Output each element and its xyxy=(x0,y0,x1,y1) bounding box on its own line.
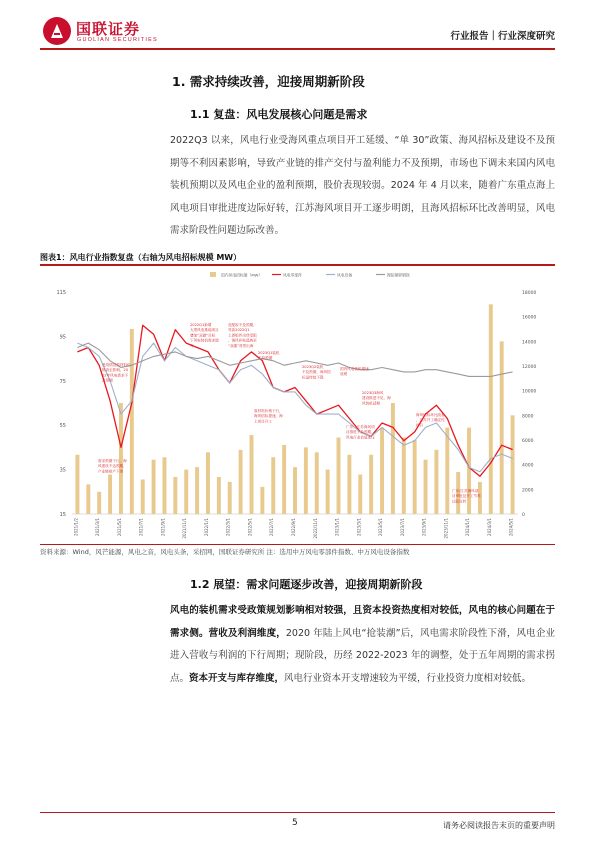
bar-tender-volume xyxy=(97,492,101,514)
company-logo-text: 国联证券 xyxy=(76,20,141,38)
right-axis-tick: 6000 xyxy=(522,439,534,444)
chart-annotation: 及预期 xyxy=(102,378,113,383)
bar-tender-volume xyxy=(380,428,384,514)
bar-tender-volume xyxy=(445,428,449,514)
subsection-title-2: 1.2 展望：需求问题逐步改善，迎接周期新阶段 xyxy=(190,578,423,591)
chart-annotation: 产业链排产下滑 xyxy=(98,469,124,474)
bar-tender-volume xyxy=(500,341,504,514)
chart-annotation: ，海风补贴退坡至 xyxy=(228,338,257,343)
paragraph-review: 2022Q3 以来，风电行业受海风重点项目开工延缓、“单 30”政策、海风招标及建设不及预期等不利因素影响，导致产业链的排产交付与盈利能力不及预期，市场也下调未来国内风电装机预期以及风电企业的盈利预期，股价表现较弱。2024 年 4 月以来，随着广东重点海上风电项目审批进度边际好转，江苏海风项目开工逐步明朗，且海风招标环比改善明显，风电需求阶段性问题边际改善。 xyxy=(170,135,555,236)
bar-tender-volume xyxy=(195,467,199,514)
paragraph-outlook xyxy=(170,600,555,690)
right-axis-tick: 12000 xyxy=(522,365,537,370)
x-axis-tick: 2024/5/1 xyxy=(508,518,514,536)
series-line xyxy=(77,343,512,376)
legend-label: 风电零部件 xyxy=(283,272,302,278)
legend-swatch-bar xyxy=(210,272,216,277)
chart-annotation: 广东/江苏海风项 xyxy=(452,489,479,493)
chart-annotation: 提升 xyxy=(416,423,424,428)
chart-annotation: 2023Q1装机 xyxy=(258,351,280,355)
chart-annotation: 22年风电需求不 xyxy=(102,373,129,378)
left-axis-tick: 55 xyxy=(59,423,66,430)
chart-annotation: 目审批及开工节奏 xyxy=(452,494,481,499)
company-logo-english: GUOLIAN SECURITIES xyxy=(77,37,158,43)
chart-annotation: 边际好转 xyxy=(452,499,467,504)
chart-annotation: 上项目开工 xyxy=(254,419,272,424)
left-axis-tick: 95 xyxy=(59,334,66,341)
chart-annotation: 放缓 xyxy=(340,372,348,377)
bar-tender-volume xyxy=(369,455,373,514)
chart-annotation: 风电行业估值承压 xyxy=(346,435,375,440)
x-axis-tick: 2021/1/2 xyxy=(73,518,79,536)
chart-annotation: 海风招标提速，海 xyxy=(254,414,283,419)
right-axis-tick: 8000 xyxy=(522,414,534,420)
bar-tender-volume xyxy=(293,467,297,514)
chart-annotation: 2022Q1新增 xyxy=(190,323,212,327)
bar-tender-volume xyxy=(337,438,341,514)
bar-tender-volume xyxy=(511,415,515,514)
chart-legend xyxy=(210,272,410,278)
bar-tender-volume xyxy=(75,455,79,514)
bar-tender-volume xyxy=(141,479,145,514)
right-axis-tick: 18000 xyxy=(522,291,537,296)
bar-tender-volume xyxy=(239,450,243,514)
chart-annotation: 风建设不达预期， xyxy=(98,464,127,469)
footer-divider xyxy=(40,812,555,813)
subsection-title-1: 1.1 复盘：风电发展核心问题是需求 xyxy=(190,108,368,121)
bar-tender-volume xyxy=(489,304,493,514)
right-axis-tick: 14000 xyxy=(522,340,537,346)
x-axis-tick: 2021/3/1 xyxy=(95,518,101,536)
right-axis-tick: 2000 xyxy=(522,488,534,494)
chart-annotation: 下风电装机需求提 xyxy=(190,338,219,343)
chart-annotation: 原材料价格下行， xyxy=(254,409,283,413)
legend-label: 国内风电招标量（MW） xyxy=(221,272,263,278)
bar-tender-volume xyxy=(260,487,264,514)
chart-annotation: 国内风电装机增速 xyxy=(340,367,369,371)
bar-tender-volume xyxy=(250,435,254,514)
bar-tender-volume xyxy=(326,470,330,514)
bar-tender-volume xyxy=(184,470,188,514)
bar-tender-volume xyxy=(315,452,319,514)
x-axis-tick: 2023/11/1 xyxy=(443,518,449,539)
chart-annotation: 格高企影响，20 xyxy=(102,368,129,373)
bar-tender-volume xyxy=(424,460,428,514)
bar-tender-volume xyxy=(130,329,134,514)
disclaimer-note: 请务必阅读报告末页的重要声明 xyxy=(443,821,555,830)
x-axis-tick: 2021/9/1 xyxy=(160,518,166,536)
x-axis-tick: 2022/11/1 xyxy=(312,518,318,539)
x-axis-tick: 2024/1/1 xyxy=(465,518,471,536)
report-category: 行业报告｜行业深度研究 xyxy=(450,31,555,42)
x-axis-tick: 2023/3/1 xyxy=(356,518,362,536)
chart-annotation: 大型风电基地项目 xyxy=(190,328,219,333)
x-axis-tick: 2021/11/1 xyxy=(182,518,188,539)
figure-source: 资料来源：Wind，风芒能源，风电之音，风电头条，采招网，国联证券研究所 注：选用中万风电零部件指数、中万风电设备指数 xyxy=(40,548,410,556)
bar-tender-volume xyxy=(467,428,471,514)
page-number: 5 xyxy=(292,818,298,828)
chart-annotation: 受疫情及原材料价 xyxy=(102,363,131,367)
bar-tender-volume xyxy=(304,447,308,514)
bar-tender-volume xyxy=(217,477,221,514)
outlook-bold-1: 风电的装机需求受政策规划影响相对较强，且资本投资热度相对较低，风电的核心问题在于需求侧。营收及利润维度， xyxy=(170,605,555,639)
page-header xyxy=(40,14,555,48)
x-axis-tick: 2021/7/1 xyxy=(138,518,144,536)
left-axis-tick: 35 xyxy=(59,467,66,474)
x-axis-tick: 2023/1/1 xyxy=(334,518,340,536)
bar-tender-volume xyxy=(358,475,362,514)
chart-annotation: 2023Q2装机 xyxy=(302,365,324,369)
chart-annotation: 不及预期，海风招 xyxy=(302,370,331,375)
right-axis-tick: 4000 xyxy=(522,463,534,469)
section-title: 1. 需求持续改善，迎接周期新阶段 xyxy=(172,74,365,89)
bar-tender-volume xyxy=(228,482,232,514)
x-axis-tick: 2022/1/1 xyxy=(203,518,209,536)
bar-tender-volume xyxy=(163,457,167,514)
right-axis-tick: 16000 xyxy=(522,315,537,321)
wind-index-chart xyxy=(40,266,555,544)
left-axis-tick: 15 xyxy=(59,512,66,518)
chart-annotation: 建设推进不足，海 xyxy=(362,396,391,401)
bar-tender-volume xyxy=(271,457,275,514)
right-axis-tick: 10000 xyxy=(522,389,537,395)
outlook-bold-2: 资本开支与库存维度， xyxy=(189,672,285,684)
chart-annotation: “双碳”背景出海 xyxy=(228,343,254,348)
bar-tender-volume xyxy=(413,440,417,514)
bar-tender-volume xyxy=(86,484,90,514)
bar-tender-volume xyxy=(108,475,112,514)
chart-annotation: 海风招标环比改善 xyxy=(416,413,445,417)
bar-tender-volume xyxy=(391,403,395,514)
x-axis-tick: 2022/7/1 xyxy=(269,518,275,536)
outlook-text-1: 2020 年陆上风电“抢装潮”后，风电需求阶段性下滑，风电企业进入营收与利润的下行周期；现阶段，历经 2022-2023 年的调整，处于五年周期的需求拐点。 xyxy=(170,627,555,684)
x-axis-tick: 2024/3/1 xyxy=(486,518,492,536)
x-axis-tick: 2023/9/1 xyxy=(421,518,427,536)
chart-annotation: 上游组件出货受阻 xyxy=(228,333,257,338)
bar-tender-volume xyxy=(152,460,156,514)
bar-tender-volume xyxy=(434,450,438,514)
chart-annotation: 需求预期下行，海 xyxy=(98,459,127,463)
chart-annotation: 导致2022Q1 xyxy=(228,328,250,333)
bar-tender-volume xyxy=(173,477,177,514)
chart-annotation: 风装机延期 xyxy=(362,401,380,406)
left-axis-tick: 75 xyxy=(59,378,66,385)
right-axis-tick: 0 xyxy=(522,513,525,518)
figure-bottom-rule xyxy=(40,544,555,545)
chart-annotation: 升 xyxy=(190,343,194,348)
x-axis-tick: 2022/9/1 xyxy=(291,518,296,536)
bar-tender-volume xyxy=(402,438,406,514)
left-axis-tick: 115 xyxy=(56,290,66,296)
chart-annotation: 不及预期 xyxy=(258,356,273,361)
chart-annotation: 广东、江苏海风项 xyxy=(346,425,375,429)
outlook-text-2: 风电行业资本开支增速较为平缓，行业投资力度相对较低。 xyxy=(284,672,532,684)
x-axis-tick: 2023/7/1 xyxy=(399,518,405,536)
legend-label: 风电设备 xyxy=(337,272,353,278)
chart-annotation: 竞配取不及预期， xyxy=(228,323,257,327)
x-axis-tick: 2023/5/1 xyxy=(378,518,384,536)
figure-title: 图表1：风电行业指数复盘（右轴为风电招标规模 MW） xyxy=(40,253,242,262)
bar-tender-volume xyxy=(347,455,351,514)
x-axis-tick: 2022/3/1 xyxy=(225,518,231,536)
x-axis-tick: 2021/5/1 xyxy=(116,518,122,536)
chart-annotation: 标量持续下降 xyxy=(302,375,324,380)
chart-annotation: 2023Q3海风 xyxy=(362,391,384,395)
bar-tender-volume xyxy=(456,472,460,514)
chart-annotation: ，江苏开工确定性 xyxy=(416,418,445,423)
legend-label: 锂铂铜锌钢铁 xyxy=(387,272,410,278)
x-axis-tick: 2022/5/1 xyxy=(247,518,253,536)
chart-annotation: 目推进不及预期， xyxy=(346,430,375,435)
chart-annotation: 叠加“双碳”目标 xyxy=(190,333,216,338)
bar-tender-volume xyxy=(282,445,286,514)
company-logo-icon xyxy=(42,16,72,46)
header-divider xyxy=(40,48,555,50)
bar-tender-volume xyxy=(206,452,210,514)
